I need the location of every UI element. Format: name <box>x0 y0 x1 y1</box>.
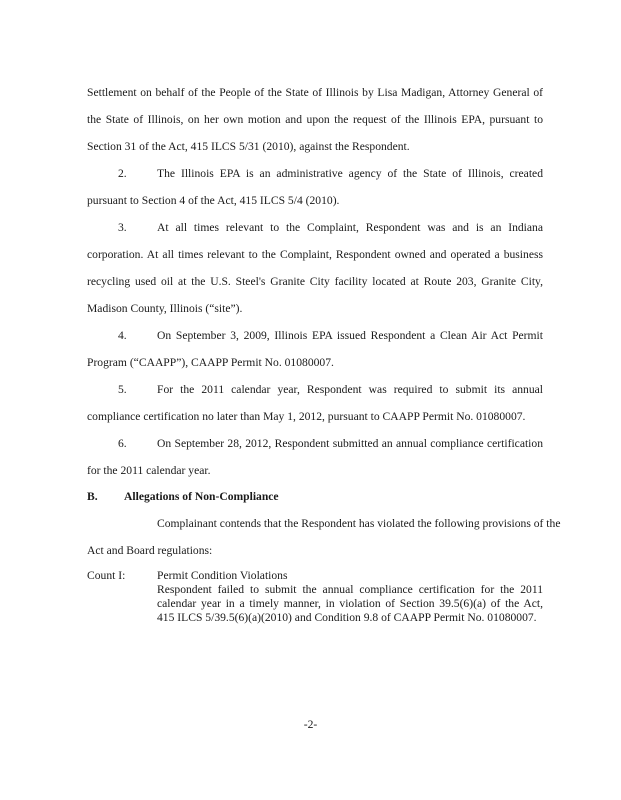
intro-line-3: Section 31 of the Act, 415 ILCS 5/31 (2010), against the Respondent. <box>87 140 410 153</box>
paragraph-number-2: 2. <box>118 167 127 180</box>
paragraph-3-line-3: recycling used oil at the U.S. Steel's Granite City facility located at Route 203, Granite City, <box>87 275 543 288</box>
section-title: Allegations of Non-Compliance <box>124 490 279 503</box>
paragraph-4-line-2: Program (“CAAPP”), CAAPP Permit No. 01080007. <box>87 356 334 369</box>
paragraph-number-5: 5. <box>118 383 127 396</box>
paragraph-number-3: 3. <box>118 221 127 234</box>
paragraph-6-line-2: for the 2011 calendar year. <box>87 464 211 477</box>
paragraph-2-line-2: pursuant to Section 4 of the Act, 415 ILCS 5/4 (2010). <box>87 194 340 207</box>
intro-line-1: Settlement on behalf of the People of the State of Illinois by Lisa Madigan, Attorney General of <box>87 86 543 99</box>
paragraph-number-6: 6. <box>118 437 127 450</box>
paragraph-5-line-1: For the 2011 calendar year, Respondent was required to submit its annual <box>157 383 543 396</box>
section-letter: B. <box>87 490 98 503</box>
page-number: -2- <box>303 718 318 731</box>
count-block <box>157 569 543 625</box>
paragraph-3-line-2: corporation. At all times relevant to the Complaint, Respondent owned and operated a business <box>87 248 543 261</box>
paragraph-3-line-4: Madison County, Illinois (“site”). <box>87 302 243 315</box>
paragraph-6-line-1: On September 28, 2012, Respondent submitted an annual compliance certification <box>157 437 543 450</box>
count-title: Permit Condition Violations <box>157 569 288 582</box>
paragraph-3-line-1: At all times relevant to the Complaint, Respondent was and is an Indiana <box>157 221 543 234</box>
count-line-1: Respondent failed to submit the annual compliance certification for the 2011 <box>157 583 543 596</box>
paragraph-2-line-1: The Illinois EPA is an administrative agency of the State of Illinois, created <box>157 167 543 180</box>
section-b-line-1: Complainant contends that the Respondent has violated the following provisions of the <box>157 517 561 530</box>
paragraph-number-4: 4. <box>118 329 127 342</box>
paragraph-4-line-1: On September 3, 2009, Illinois EPA issued Respondent a Clean Air Act Permit <box>157 329 543 342</box>
paragraph-5-line-2: compliance certification no later than May 1, 2012, pursuant to CAAPP Permit No. 01080007. <box>87 410 526 423</box>
count-line-3: 415 ILCS 5/39.5(6)(a)(2010) and Condition 9.8 of CAAPP Permit No. 01080007. <box>157 611 537 624</box>
section-b-line-2: Act and Board regulations: <box>87 544 213 557</box>
intro-line-2: the State of Illinois, on her own motion and upon the request of the Illinois EPA, pursuant to <box>87 113 543 126</box>
count-line-2: calendar year in a timely manner, in violation of Section 39.5(6)(a) of the Act, <box>157 597 543 610</box>
count-label: Count I: <box>87 569 126 582</box>
